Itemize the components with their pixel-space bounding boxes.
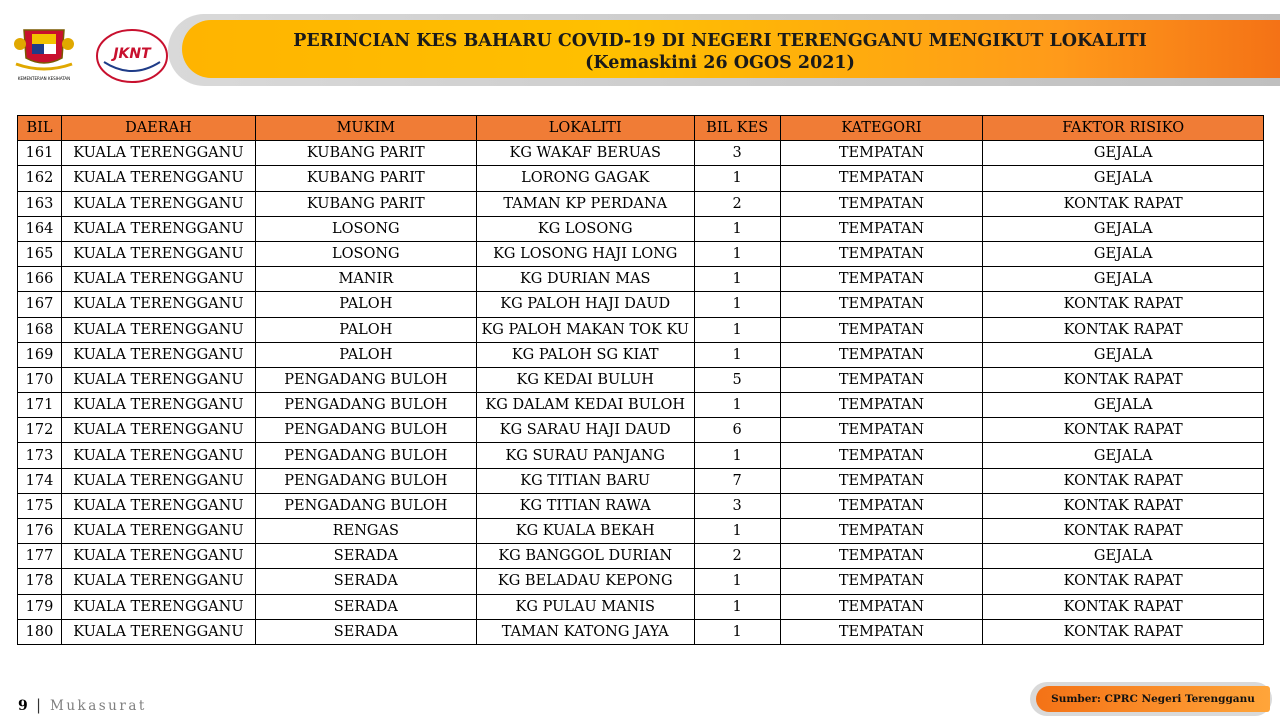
cell-bil: 176 [18, 519, 62, 544]
cell-mukim: LOSONG [255, 216, 476, 241]
cell-faktor-risiko: GEJALA [983, 544, 1264, 569]
table-row [18, 317, 1264, 342]
cell-kategori: TEMPATAN [780, 367, 983, 392]
column-header-bil-kes: BIL KES [694, 116, 780, 141]
cell-bil-kes: 6 [694, 418, 780, 443]
cell-faktor-risiko: GEJALA [983, 216, 1264, 241]
cell-mukim: PENGADANG BULOH [255, 443, 476, 468]
cell-faktor-risiko: KONTAK RAPAT [983, 468, 1264, 493]
cell-daerah: KUALA TERENGGANU [61, 141, 255, 166]
table-row [18, 267, 1264, 292]
cell-lokaliti: KG BELADAU KEPONG [476, 569, 694, 594]
cell-faktor-risiko: KONTAK RAPAT [983, 191, 1264, 216]
cell-bil: 164 [18, 216, 62, 241]
cell-bil: 167 [18, 292, 62, 317]
page-separator: | [36, 696, 42, 714]
cell-faktor-risiko: GEJALA [983, 141, 1264, 166]
cell-mukim: RENGAS [255, 519, 476, 544]
cell-daerah: KUALA TERENGGANU [61, 594, 255, 619]
cell-lokaliti: KG PALOH SG KIAT [476, 342, 694, 367]
cell-lokaliti: KG BANGGOL DURIAN [476, 544, 694, 569]
cell-bil-kes: 1 [694, 241, 780, 266]
source-badge: Sumber: CPRC Negeri Terengganu [1036, 686, 1270, 712]
cell-bil: 168 [18, 317, 62, 342]
table-row [18, 342, 1264, 367]
column-header-kategori: KATEGORI [780, 116, 983, 141]
cell-mukim: SERADA [255, 619, 476, 644]
cell-daerah: KUALA TERENGGANU [61, 393, 255, 418]
cell-faktor-risiko: KONTAK RAPAT [983, 569, 1264, 594]
cell-lokaliti: KG LOSONG HAJI LONG [476, 241, 694, 266]
table-row [18, 216, 1264, 241]
cell-mukim: PALOH [255, 317, 476, 342]
column-header-faktor-risiko: FAKTOR RISIKO [983, 116, 1264, 141]
cell-kategori: TEMPATAN [780, 569, 983, 594]
page-number: 9 [18, 698, 28, 714]
title-line-1: PERINCIAN KES BAHARU COVID-19 DI NEGERI TERENGGANU MENGIKUT LOKALITI [293, 31, 1147, 51]
cell-bil: 165 [18, 241, 62, 266]
cell-faktor-risiko: GEJALA [983, 342, 1264, 367]
cell-kategori: TEMPATAN [780, 544, 983, 569]
cell-bil-kes: 1 [694, 166, 780, 191]
table-row [18, 141, 1264, 166]
cell-bil: 169 [18, 342, 62, 367]
cell-kategori: TEMPATAN [780, 468, 983, 493]
column-header-lokaliti: LOKALITI [476, 116, 694, 141]
cell-daerah: KUALA TERENGGANU [61, 191, 255, 216]
cell-bil-kes: 1 [694, 292, 780, 317]
cell-mukim: PALOH [255, 292, 476, 317]
cell-mukim: PENGADANG BULOH [255, 493, 476, 518]
cell-bil-kes: 1 [694, 342, 780, 367]
cell-lokaliti: TAMAN KATONG JAYA [476, 619, 694, 644]
cell-daerah: KUALA TERENGGANU [61, 519, 255, 544]
cell-lokaliti: KG KUALA BEKAH [476, 519, 694, 544]
table-row [18, 468, 1264, 493]
cell-daerah: KUALA TERENGGANU [61, 342, 255, 367]
cell-daerah: KUALA TERENGGANU [61, 241, 255, 266]
cell-kategori: TEMPATAN [780, 191, 983, 216]
cell-mukim: SERADA [255, 544, 476, 569]
cell-bil: 178 [18, 569, 62, 594]
cell-faktor-risiko: KONTAK RAPAT [983, 292, 1264, 317]
cell-mukim: SERADA [255, 569, 476, 594]
cell-bil-kes: 1 [694, 519, 780, 544]
cell-daerah: KUALA TERENGGANU [61, 166, 255, 191]
cell-lokaliti: KG TITIAN BARU [476, 468, 694, 493]
cell-lokaliti: KG TITIAN RAWA [476, 493, 694, 518]
cell-kategori: TEMPATAN [780, 166, 983, 191]
cell-lokaliti: KG SARAU HAJI DAUD [476, 418, 694, 443]
cell-bil-kes: 1 [694, 569, 780, 594]
table-row [18, 367, 1264, 392]
table-row [18, 393, 1264, 418]
cell-faktor-risiko: KONTAK RAPAT [983, 594, 1264, 619]
cell-bil-kes: 1 [694, 443, 780, 468]
svg-text:JKNT: JKNT [113, 46, 151, 62]
cell-daerah: KUALA TERENGGANU [61, 267, 255, 292]
cell-bil-kes: 3 [694, 493, 780, 518]
cell-bil: 171 [18, 393, 62, 418]
cell-bil-kes: 1 [694, 267, 780, 292]
cell-bil: 163 [18, 191, 62, 216]
cell-mukim: MANIR [255, 267, 476, 292]
table-body [18, 141, 1264, 645]
cell-mukim: PENGADANG BULOH [255, 418, 476, 443]
cell-faktor-risiko: GEJALA [983, 443, 1264, 468]
cell-bil-kes: 7 [694, 468, 780, 493]
cell-daerah: KUALA TERENGGANU [61, 443, 255, 468]
cell-bil-kes: 1 [694, 216, 780, 241]
table-row [18, 619, 1264, 644]
cell-faktor-risiko: GEJALA [983, 393, 1264, 418]
cell-bil: 161 [18, 141, 62, 166]
cell-bil-kes: 2 [694, 544, 780, 569]
table-row [18, 594, 1264, 619]
cell-daerah: KUALA TERENGGANU [61, 317, 255, 342]
page-title [230, 30, 1210, 74]
cell-daerah: KUALA TERENGGANU [61, 569, 255, 594]
cell-bil-kes: 5 [694, 367, 780, 392]
svg-text:KEMENTERIAN KESIHATAN: KEMENTERIAN KESIHATAN [17, 76, 71, 81]
table-row [18, 292, 1264, 317]
cell-faktor-risiko: KONTAK RAPAT [983, 493, 1264, 518]
page-label: Mukasurat [50, 698, 147, 714]
cell-daerah: KUALA TERENGGANU [61, 367, 255, 392]
cell-kategori: TEMPATAN [780, 342, 983, 367]
cell-kategori: TEMPATAN [780, 141, 983, 166]
cell-bil: 173 [18, 443, 62, 468]
table-row [18, 166, 1264, 191]
case-table [17, 115, 1264, 645]
cell-daerah: KUALA TERENGGANU [61, 468, 255, 493]
cell-daerah: KUALA TERENGGANU [61, 619, 255, 644]
cell-mukim: PENGADANG BULOH [255, 367, 476, 392]
table-header-row [18, 116, 1264, 141]
cell-faktor-risiko: GEJALA [983, 241, 1264, 266]
table-row [18, 544, 1264, 569]
cell-kategori: TEMPATAN [780, 267, 983, 292]
table-row [18, 191, 1264, 216]
table-row [18, 443, 1264, 468]
cell-mukim: KUBANG PARIT [255, 166, 476, 191]
cell-lokaliti: KG WAKAF BERUAS [476, 141, 694, 166]
cell-lokaliti: KG PALOH HAJI DAUD [476, 292, 694, 317]
cell-mukim: KUBANG PARIT [255, 141, 476, 166]
cell-kategori: TEMPATAN [780, 594, 983, 619]
cell-faktor-risiko: KONTAK RAPAT [983, 418, 1264, 443]
cell-bil: 179 [18, 594, 62, 619]
cell-lokaliti: KG SURAU PANJANG [476, 443, 694, 468]
cell-kategori: TEMPATAN [780, 519, 983, 544]
cell-daerah: KUALA TERENGGANU [61, 418, 255, 443]
cell-kategori: TEMPATAN [780, 443, 983, 468]
cell-daerah: KUALA TERENGGANU [61, 292, 255, 317]
cell-lokaliti: KG PULAU MANIS [476, 594, 694, 619]
cell-bil-kes: 1 [694, 393, 780, 418]
cell-kategori: TEMPATAN [780, 241, 983, 266]
cell-faktor-risiko: KONTAK RAPAT [983, 619, 1264, 644]
cell-bil: 177 [18, 544, 62, 569]
logo-group [12, 22, 162, 84]
cell-lokaliti: LORONG GAGAK [476, 166, 694, 191]
cell-bil: 162 [18, 166, 62, 191]
title-line-2: (Kemaskini 26 OGOS 2021) [585, 53, 855, 73]
cell-bil: 174 [18, 468, 62, 493]
cell-lokaliti: KG KEDAI BULUH [476, 367, 694, 392]
cell-faktor-risiko: KONTAK RAPAT [983, 367, 1264, 392]
cell-lokaliti: TAMAN KP PERDANA [476, 191, 694, 216]
column-header-daerah: DAERAH [61, 116, 255, 141]
cell-bil-kes: 3 [694, 141, 780, 166]
cell-bil: 170 [18, 367, 62, 392]
table-row [18, 519, 1264, 544]
table-row [18, 241, 1264, 266]
cell-lokaliti: KG DURIAN MAS [476, 267, 694, 292]
cell-mukim: LOSONG [255, 241, 476, 266]
cell-faktor-risiko: GEJALA [983, 166, 1264, 191]
cell-daerah: KUALA TERENGGANU [61, 544, 255, 569]
cell-daerah: KUALA TERENGGANU [61, 216, 255, 241]
cell-faktor-risiko: GEJALA [983, 267, 1264, 292]
cell-bil: 180 [18, 619, 62, 644]
cell-bil-kes: 1 [694, 594, 780, 619]
table-row [18, 418, 1264, 443]
cell-daerah: KUALA TERENGGANU [61, 493, 255, 518]
cell-mukim: PALOH [255, 342, 476, 367]
column-header-bil: BIL [18, 116, 62, 141]
cell-kategori: TEMPATAN [780, 493, 983, 518]
cell-lokaliti: KG PALOH MAKAN TOK KU [476, 317, 694, 342]
moh-crest-logo [12, 22, 76, 84]
cell-lokaliti: KG DALAM KEDAI BULOH [476, 393, 694, 418]
cell-mukim: KUBANG PARIT [255, 191, 476, 216]
cell-kategori: TEMPATAN [780, 292, 983, 317]
jknt-logo [94, 28, 170, 84]
cell-bil: 166 [18, 267, 62, 292]
cell-bil-kes: 1 [694, 317, 780, 342]
cell-bil-kes: 1 [694, 619, 780, 644]
cell-kategori: TEMPATAN [780, 393, 983, 418]
table-row [18, 569, 1264, 594]
cell-lokaliti: KG LOSONG [476, 216, 694, 241]
cell-bil: 175 [18, 493, 62, 518]
cell-mukim: PENGADANG BULOH [255, 393, 476, 418]
cell-bil: 172 [18, 418, 62, 443]
cell-faktor-risiko: KONTAK RAPAT [983, 317, 1264, 342]
cell-kategori: TEMPATAN [780, 317, 983, 342]
cell-kategori: TEMPATAN [780, 619, 983, 644]
cell-mukim: PENGADANG BULOH [255, 468, 476, 493]
column-header-mukim: MUKIM [255, 116, 476, 141]
cell-bil-kes: 2 [694, 191, 780, 216]
cell-mukim: SERADA [255, 594, 476, 619]
cell-kategori: TEMPATAN [780, 216, 983, 241]
table-row [18, 493, 1264, 518]
cell-faktor-risiko: KONTAK RAPAT [983, 519, 1264, 544]
cell-kategori: TEMPATAN [780, 418, 983, 443]
